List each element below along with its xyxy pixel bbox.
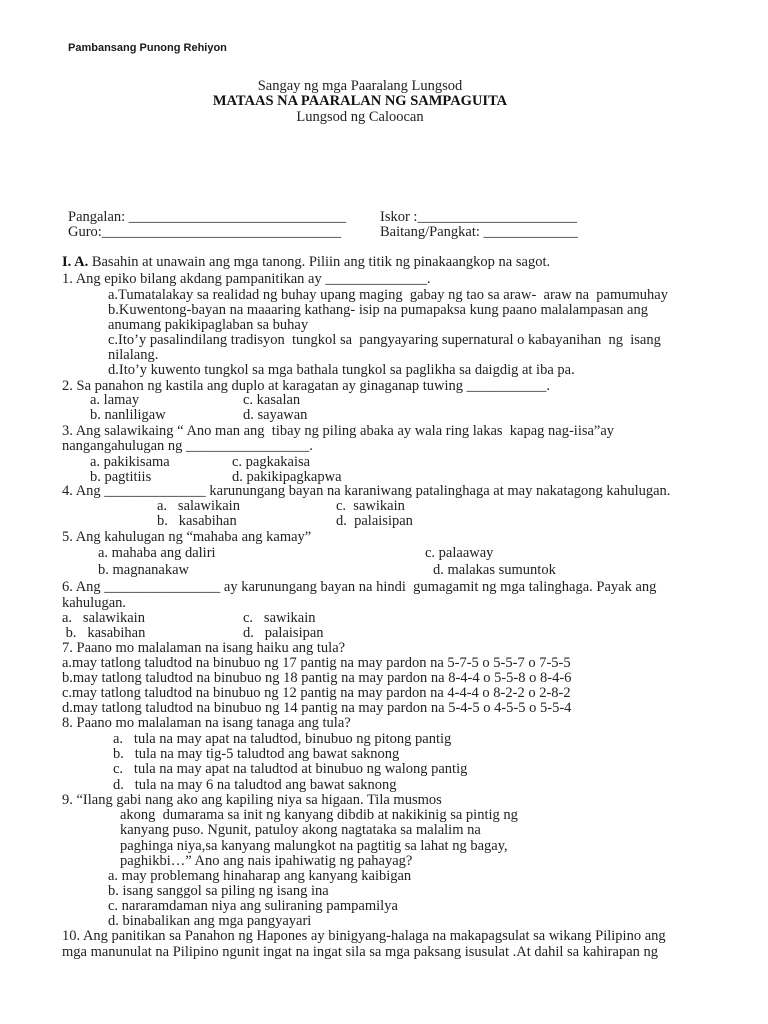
- question-9-stem: 9. “Ilang gabi nang ako ang kapiling niya sa higaan. Tila musmos: [62, 792, 442, 808]
- grade-section-field: Baitang/Pangkat: _____________: [380, 224, 578, 240]
- question-1-choice-a: a.Tumatalakay sa realidad ng buhay upang maging gabay ng tao sa araw- araw na pamumuhay: [108, 287, 668, 303]
- question-4-choice-d: d. palaisipan: [336, 513, 413, 529]
- question-9-stem-line-3: kanyang puso. Ngunit, patuloy akong nagtataka sa malalim na: [120, 822, 481, 838]
- question-1-choice-d: d.Ito’y kuwento tungkol sa mga bathala tungkol sa paglikha sa daigdig at iba pa.: [108, 362, 575, 378]
- division-name: Sangay ng mga Paaralang Lungsod: [257, 78, 463, 94]
- question-7-choice-d: d.may tatlong taludtod na binubuo ng 14 pantig na may pardon na 5-4-5 o 4-5-5 o 5-5-4: [62, 700, 572, 716]
- question-7-choice-b: b.may tatlong taludtod na binubuo ng 18 pantig na may pardon na 8-4-4 o 5-5-8 o 8-4-6: [62, 670, 572, 686]
- question-1-choice-b-line-2: anumang pakikipaglaban sa buhay: [108, 317, 309, 333]
- question-9-stem-line-5: paghikbi…” Ano ang nais ipahiwatig ng pahayag?: [120, 853, 413, 869]
- question-9-choice-a: a. may problemang hinaharap ang kanyang kaibigan: [108, 868, 412, 884]
- question-8-choice-b: b. tula na may tig-5 taludtod ang bawat saknong: [113, 746, 400, 762]
- question-4-stem: 4. Ang ______________ karunungang bayan na karaniwang patalinghaga at may nakatagong kahulugan.: [62, 483, 671, 499]
- question-10-stem-line-2: mga manunulat na Pilipino ngunit ingat na ingat sila sa mga paksang isusulat .At dahil sa kahirapan ng: [62, 944, 659, 960]
- question-8-choice-a: a. tula na may apat na taludtod, binubuo ng pitong pantig: [113, 731, 452, 747]
- question-8-choice-d: d. tula na may 6 na taludtod ang bawat saknong: [113, 777, 397, 793]
- question-8-choice-c: c. tula na may apat na taludtod at binubuo ng walong pantig: [113, 761, 468, 777]
- question-1-choice-b: b.Kuwentong-bayan na maaaring kathang- isip na pumapaksa kung paano malalampasan ang: [108, 302, 648, 318]
- question-5-choice-c: c. palaaway: [425, 545, 494, 561]
- question-2-choice-d: d. sayawan: [243, 407, 308, 423]
- question-2-choice-b: b. nanliligaw: [90, 407, 166, 423]
- question-2-stem: 2. Sa panahon ng kastila ang duplo at karagatan ay ginaganap tuwing ___________.: [62, 378, 551, 394]
- question-6-choice-c: c. sawikain: [243, 610, 316, 626]
- teacher-field: Guro:_________________________________: [68, 224, 342, 240]
- question-5-choice-b: b. magnanakaw: [98, 562, 189, 578]
- question-4-choice-b: b. kasabihan: [157, 513, 237, 529]
- question-9-stem-line-2: akong dumarama sa init ng kanyang dibdib at nakikinig sa pintig ng: [120, 807, 518, 823]
- question-3-choice-c: c. pagkakaisa: [232, 454, 311, 470]
- question-9-choice-c: c. nararamdaman niya ang suliraning pampamilya: [108, 898, 398, 914]
- question-3-stem-line-2: nangangahulugan ng _________________.: [62, 438, 313, 454]
- question-4-choice-c: c. sawikain: [336, 498, 405, 514]
- question-6-choice-d: d. palaisipan: [243, 625, 324, 641]
- question-2-choice-a: a. lamay: [90, 392, 140, 408]
- question-1-choice-c: c.Ito’y pasalindilang tradisyon tungkol sa pangyayaring supernatural o kabayanihan ng isang: [108, 332, 661, 348]
- question-3-choice-d: d. pakikipagkapwa: [232, 469, 342, 485]
- question-3-stem: 3. Ang salawikaing “ Ano man ang tibay ng piling abaka ay wala ring lakas kapag nag-iisa”ay: [62, 423, 615, 439]
- question-9-stem-line-4: paghinga niya,sa kanyang malungkot na pagtitig sa lahat ng bagay,: [120, 838, 508, 854]
- question-5-stem: 5. Ang kahulugan ng “mahaba ang kamay”: [62, 529, 312, 545]
- question-7-stem: 7. Paano mo malalaman na isang haiku ang tula?: [62, 640, 346, 656]
- question-5-choice-a: a. mahaba ang daliri: [98, 545, 216, 561]
- question-6-choice-b: b. kasabihan: [62, 625, 146, 641]
- question-4-choice-a: a. salawikain: [157, 498, 240, 514]
- question-6-stem-line-2: kahulugan.: [62, 595, 127, 611]
- question-7-choice-c: c.may tatlong taludtod na binubuo ng 12 pantig na may pardon na 4-4-4 o 8-2-2 o 2-8-2: [62, 685, 571, 701]
- question-10-stem: 10. Ang panitikan sa Panahon ng Hapones ay binigyang-halaga na makapagsulat sa wikang Pilipino ang: [62, 928, 666, 944]
- school-name: MATAAS NA PAARALAN NG SAMPAGUITA: [212, 93, 508, 109]
- question-1-stem: 1. Ang epiko bilang akdang pampanitikan ay ______________.: [62, 271, 431, 287]
- section-label: I. A.: [62, 254, 89, 270]
- city-name: Lungsod ng Caloocan: [296, 109, 424, 125]
- instructions: [62, 254, 550, 270]
- question-6-stem: 6. Ang ________________ ay karunungang bayan na hindi gumagamit ng mga talinghaga. Payak ang: [62, 579, 657, 595]
- score-field: Iskor :______________________: [380, 209, 577, 225]
- question-2-choice-c: c. kasalan: [243, 392, 301, 408]
- question-3-choice-b: b. pagtitiis: [90, 469, 152, 485]
- question-9-choice-b: b. isang sanggol sa piling ng isang ina: [108, 883, 329, 899]
- question-8-stem: 8. Paano mo malalaman na isang tanaga ang tula?: [62, 715, 351, 731]
- region-name: Pambansang Punong Rehiyon: [68, 42, 227, 54]
- name-field: Pangalan: ______________________________: [68, 209, 347, 225]
- question-5-choice-d: d. malakas sumuntok: [433, 562, 556, 578]
- instructions-text: Basahin at unawain ang mga tanong. Piliin ang titik ng pinakaangkop na sagot.: [88, 254, 551, 270]
- question-3-choice-a: a. pakikisama: [90, 454, 170, 470]
- question-1-choice-c-line-2: nilalang.: [108, 347, 159, 363]
- question-9-choice-d: d. binabalikan ang mga pangyayari: [108, 913, 312, 929]
- question-7-choice-a: a.may tatlong taludtod na binubuo ng 17 pantig na may pardon na 5-7-5 o 5-5-7 o 7-5-5: [62, 655, 571, 671]
- question-6-choice-a: a. salawikain: [62, 610, 145, 626]
